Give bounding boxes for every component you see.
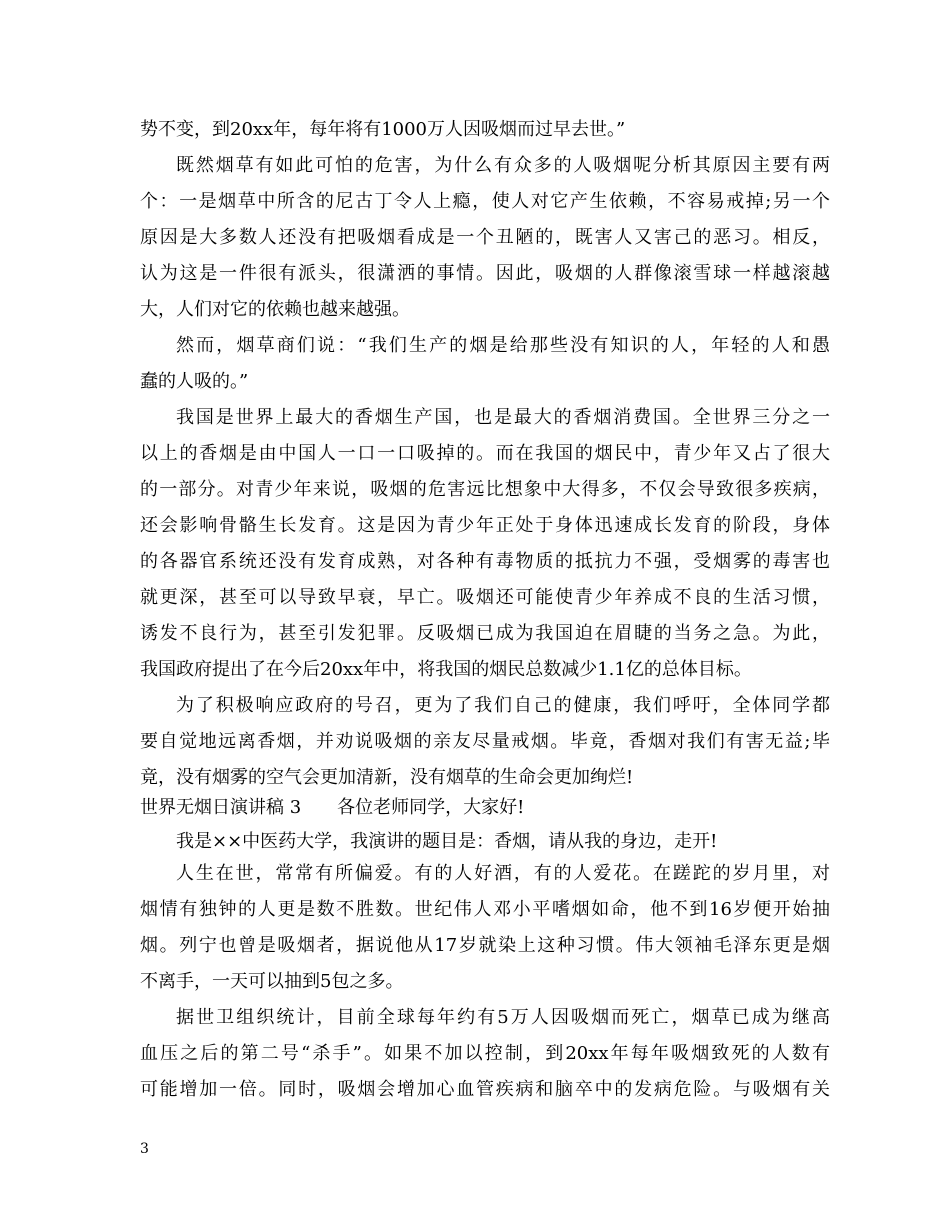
section-heading: 世界无烟日演讲稿 3 各位老师同学，大家好! (140, 797, 525, 818)
text-line: 的各器官系统还没有发育成熟，对各种有毒物质的抵抗力不强，受烟雾的毒害也 (140, 551, 830, 572)
text-line: 不离手，一天可以抽到5包之多。 (140, 971, 404, 992)
text-line: 蠢的人吸的。” (140, 371, 249, 392)
text-line: 以上的香烟是由中国人一口一口吸掉的。而在我国的烟民中，青少年又占了很大 (140, 443, 830, 464)
text-line: 血压之后的第二号“杀手”。如果不加以控制，到20xx年每年吸烟致死的人数有 (140, 1043, 830, 1064)
text-line: 我国政府提出了在今后20xx年中，将我国的烟民总数减少1.1亿的总体目标。 (140, 659, 752, 680)
paragraph-first-line: 我国是世界上最大的香烟生产国，也是最大的香烟消费国。全世界三分之一 (176, 407, 830, 428)
text-line: 的一部分。对青少年来说，吸烟的危害远比想象中大得多，不仅会导致很多疾病， (140, 479, 830, 500)
paragraph-first-line: 然而，烟草商们说：“我们生产的烟是给那些没有知识的人，年轻的人和愚 (176, 335, 830, 356)
text-line: 个：一是烟草中所含的尼古丁令人上瘾，使人对它产生依赖，不容易戒掉;另一个 (140, 191, 830, 212)
text-line: 诱发不良行为，甚至引发犯罪。反吸烟已成为我国迫在眉睫的当务之急。为此， (140, 623, 830, 644)
text-line: 竟，没有烟雾的空气会更加清新，没有烟草的生命会更加绚烂! (140, 767, 634, 788)
page-number: 3 (140, 1141, 149, 1157)
text-line: 就更深，甚至可以导致早衰，早亡。吸烟还可能使青少年养成不良的生活习惯， (140, 587, 830, 608)
text-line: 大，人们对它的依赖也越来越强。 (140, 299, 410, 320)
text-line: 烟。列宁也曾是吸烟者，据说他从17岁就染上这种习惯。伟大领袖毛泽东更是烟 (140, 935, 830, 956)
text-line: 可能增加一倍。同时，吸烟会增加心血管疾病和脑卒中的发病危险。与吸烟有关 (140, 1079, 830, 1100)
text-line: 烟情有独钟的人更是数不胜数。世纪伟人邓小平嗜烟如命，他不到16岁便开始抽 (140, 899, 830, 920)
paragraph-first-line: 据世卫组织统计，目前全球每年约有5万人因吸烟而死亡，烟草已成为继高 (176, 1007, 830, 1028)
text-line: 势不变，到20xx年，每年将有1000万人因吸烟而过早去世。” (140, 119, 626, 140)
text-line: 要自觉地远离香烟，并劝说吸烟的亲友尽量戒烟。毕竟，香烟对我们有害无益;毕 (140, 731, 830, 752)
text-line: 认为这是一件很有派头，很潇洒的事情。因此，吸烟的人群像滚雪球一样越滚越 (140, 263, 830, 284)
text-line: 还会影响骨骼生长发育。这是因为青少年正处于身体迅速成长发育的阶段，身体 (140, 515, 830, 536)
text-line: 原因是大多数人还没有把吸烟看成是一个丑陋的，既害人又害己的恶习。相反， (140, 227, 830, 248)
paragraph-first-line: 我是××中医药大学，我演讲的题目是：香烟，请从我的身边，走开! (176, 831, 718, 852)
paragraph-first-line: 为了积极响应政府的号召，更为了我们自己的健康，我们呼吁，全体同学都 (176, 695, 830, 716)
paragraph-first-line: 既然烟草有如此可怕的危害，为什么有众多的人吸烟呢分析其原因主要有两 (176, 155, 830, 176)
paragraph-first-line: 人生在世，常常有所偏爱。有的人好酒，有的人爱花。在蹉跎的岁月里，对 (176, 863, 830, 884)
